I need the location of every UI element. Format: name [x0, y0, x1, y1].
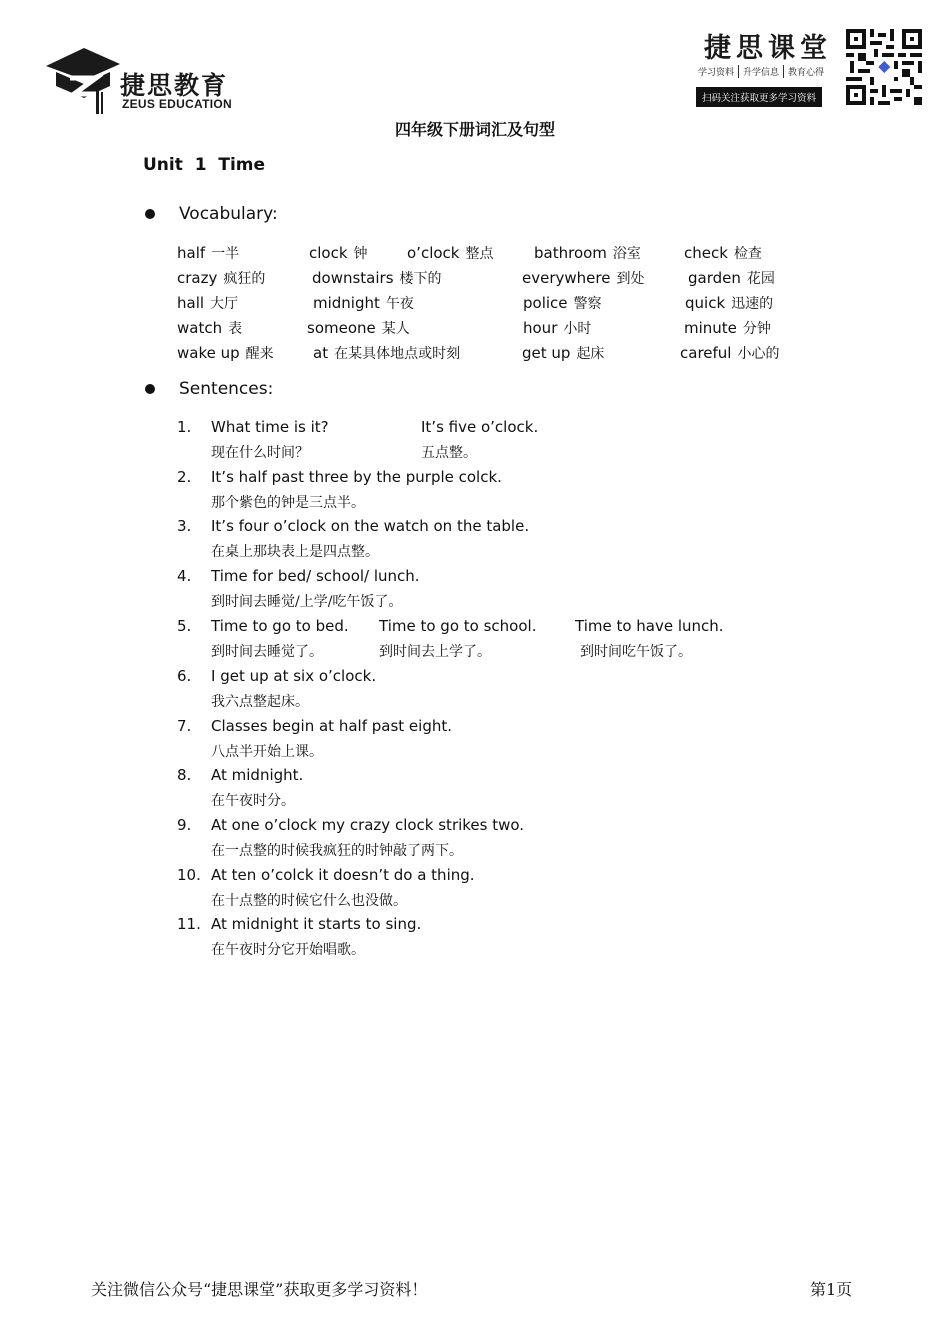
sentence-number: 10.: [177, 866, 201, 884]
vocab-en: everywhere: [522, 269, 611, 287]
sentence-number: 7.: [177, 717, 192, 735]
vocab-cn: 浴室: [612, 246, 641, 262]
sentence-en: Time for bed/ school/ lunch.: [211, 567, 420, 585]
vocab-en: get up: [522, 344, 571, 362]
sentence-number: 2.: [177, 468, 192, 486]
vocab-en: o’clock: [407, 244, 460, 262]
vocab-item: [523, 318, 591, 338]
vocab-item: [312, 268, 442, 288]
sentence-en: I get up at six o’clock.: [211, 667, 377, 685]
vocab-item: [177, 293, 238, 313]
vocab-en: hall: [177, 294, 205, 312]
vocab-item: [309, 243, 368, 263]
vocab-cn: 一半: [211, 246, 240, 262]
vocab-en: garden: [688, 269, 741, 287]
zeus-logo: [44, 44, 244, 116]
vocab-en: clock: [309, 244, 348, 262]
vocab-item: [684, 243, 762, 263]
vocab-cn: 分钟: [742, 321, 771, 337]
sentence-cn: 那个紫色的钟是三点半。: [211, 495, 365, 511]
sentence-cn: 在午夜时分。: [211, 793, 295, 809]
vocab-en: quick: [685, 294, 726, 312]
sentence-en: At one o’clock my crazy clock strikes two.: [211, 816, 525, 834]
sentence-cn: 八点半开始上课。: [211, 744, 323, 760]
vocab-item: [177, 268, 265, 288]
vocab-item: [307, 318, 410, 338]
vocab-cn: 小心的: [737, 346, 780, 362]
sentence-cn: 到时间吃午饭了。: [580, 644, 692, 660]
unit-title: Unit 1 Time: [143, 155, 266, 175]
document-title: 四年级下册词汇及句型: [394, 120, 555, 139]
sentence-en: What time is it?: [211, 418, 329, 436]
tag-divider: [738, 65, 739, 78]
bullet-icon: [145, 384, 155, 394]
sentence-cn: 五点整。: [421, 445, 477, 461]
vocab-cn: 醒来: [245, 346, 274, 362]
vocab-item: [177, 318, 242, 338]
vocab-cn: 表: [228, 321, 243, 337]
sentence-number: 3.: [177, 517, 192, 535]
sentence-cn: 现在什么时间？: [211, 445, 309, 461]
vocab-item: [523, 293, 602, 313]
vocab-en: wake up: [177, 344, 240, 362]
vocab-item: [177, 243, 239, 263]
sentence-cn: 在十点整的时候它什么也没做。: [211, 893, 407, 909]
vocab-item: [522, 268, 644, 288]
qr-code-icon: [846, 29, 922, 105]
vocab-item: [177, 343, 274, 363]
vocab-en: crazy: [177, 269, 218, 287]
vocab-cn: 小时: [563, 321, 592, 337]
vocab-item: [522, 343, 604, 363]
sentence-cn: 在午夜时分它开始唱歌。: [211, 942, 365, 958]
page-number: 第1页: [810, 1280, 853, 1299]
vocab-cn: 午夜: [385, 296, 414, 312]
vocab-en: minute: [684, 319, 737, 337]
vocab-en: half: [177, 244, 206, 262]
sentence-cn: 我六点整起床。: [211, 694, 309, 710]
sentences-heading: [145, 379, 273, 399]
vocab-cn: 花园: [746, 271, 775, 287]
sentence-cn: 到时间去睡觉了。: [211, 644, 323, 660]
footer-note: 关注微信公众号“捷思课堂”获取更多学习资料！: [91, 1280, 428, 1299]
vocab-cn: 疯狂的: [223, 271, 266, 287]
vocabulary-heading-text: Vocabulary:: [179, 204, 278, 224]
sentence-number: 6.: [177, 667, 192, 685]
brand-tag: 学习资料: [698, 68, 735, 78]
vocab-item: [680, 343, 779, 363]
sentences-heading-text: Sentences:: [179, 379, 274, 399]
vocab-cn: 整点: [465, 246, 494, 262]
vocab-en: bathroom: [534, 244, 607, 262]
sentence-en: It’s five o’clock.: [421, 418, 539, 436]
sentence-en: Classes begin at half past eight.: [211, 717, 452, 735]
vocab-item: [534, 243, 641, 263]
sentence-number: 4.: [177, 567, 192, 585]
brand-tags: [698, 65, 824, 78]
vocab-en: careful: [680, 344, 732, 362]
sentence-cn: 在桌上那块表上是四点整。: [211, 544, 379, 560]
vocab-cn: 某人: [381, 321, 410, 337]
vocab-cn: 大厅: [210, 296, 239, 312]
vocab-item: [313, 293, 414, 313]
vocab-cn: 在某具体地点或时刻: [334, 346, 461, 362]
sentence-en: Time to go to school.: [379, 617, 537, 635]
brand-tag: 升学信息: [743, 68, 780, 78]
vocab-item: [685, 293, 773, 313]
vocab-en: downstairs: [312, 269, 394, 287]
sentence-cn: 到时间去上学了。: [379, 644, 491, 660]
brand-title: 捷思课堂: [704, 33, 832, 64]
sentence-number: 5.: [177, 617, 192, 635]
vocab-item: [688, 268, 775, 288]
vocab-cn: 楼下的: [399, 271, 442, 287]
vocab-item: [313, 343, 460, 363]
sentence-number: 8.: [177, 766, 192, 784]
vocab-en: hour: [523, 319, 558, 337]
sentence-en: At midnight.: [211, 766, 304, 784]
vocab-en: someone: [307, 319, 376, 337]
tag-divider: [783, 65, 784, 78]
brand-banner: 扫码关注获取更多学习资料: [696, 87, 822, 107]
brand-tag: 教育心得: [788, 68, 825, 78]
vocab-item: [407, 243, 493, 263]
logo-cn-text: 捷思教育: [120, 71, 229, 100]
vocab-en: watch: [177, 319, 223, 337]
vocab-en: at: [313, 344, 329, 362]
sentence-en: At ten o’colck it doesn’t do a thing.: [211, 866, 475, 884]
sentence-cn: 到时间去睡觉/上学/吃午饭了。: [211, 594, 403, 610]
sentence-en: Time to have lunch.: [575, 617, 724, 635]
sentence-en: It’s half past three by the purple colck.: [211, 468, 502, 486]
brand-block: [696, 26, 832, 108]
vocab-cn: 钟: [353, 246, 368, 262]
vocab-en: police: [523, 294, 568, 312]
vocab-cn: 迅速的: [731, 296, 774, 312]
vocab-en: midnight: [313, 294, 380, 312]
vocab-cn: 起床: [576, 346, 605, 362]
vocab-cn: 警察: [573, 296, 602, 312]
sentence-number: 1.: [177, 418, 192, 436]
vocab-en: check: [684, 244, 728, 262]
sentence-en: Time to go to bed.: [211, 617, 349, 635]
vocab-cn: 检查: [733, 246, 762, 262]
sentence-cn: 在一点整的时候我疯狂的时钟敲了两下。: [211, 843, 463, 859]
vocabulary-heading: [145, 204, 278, 224]
logo-en-text: ZEUS EDUCATION: [122, 97, 232, 111]
bullet-icon: [145, 209, 155, 219]
graduation-cap-icon: [44, 44, 122, 116]
vocab-item: [684, 318, 771, 338]
sentence-en: It’s four o’clock on the watch on the table.: [211, 517, 530, 535]
sentence-number: 9.: [177, 816, 192, 834]
sentence-en: At midnight it starts to sing.: [211, 915, 422, 933]
sentence-number: 11.: [177, 915, 201, 933]
vocab-cn: 到处: [616, 271, 645, 287]
